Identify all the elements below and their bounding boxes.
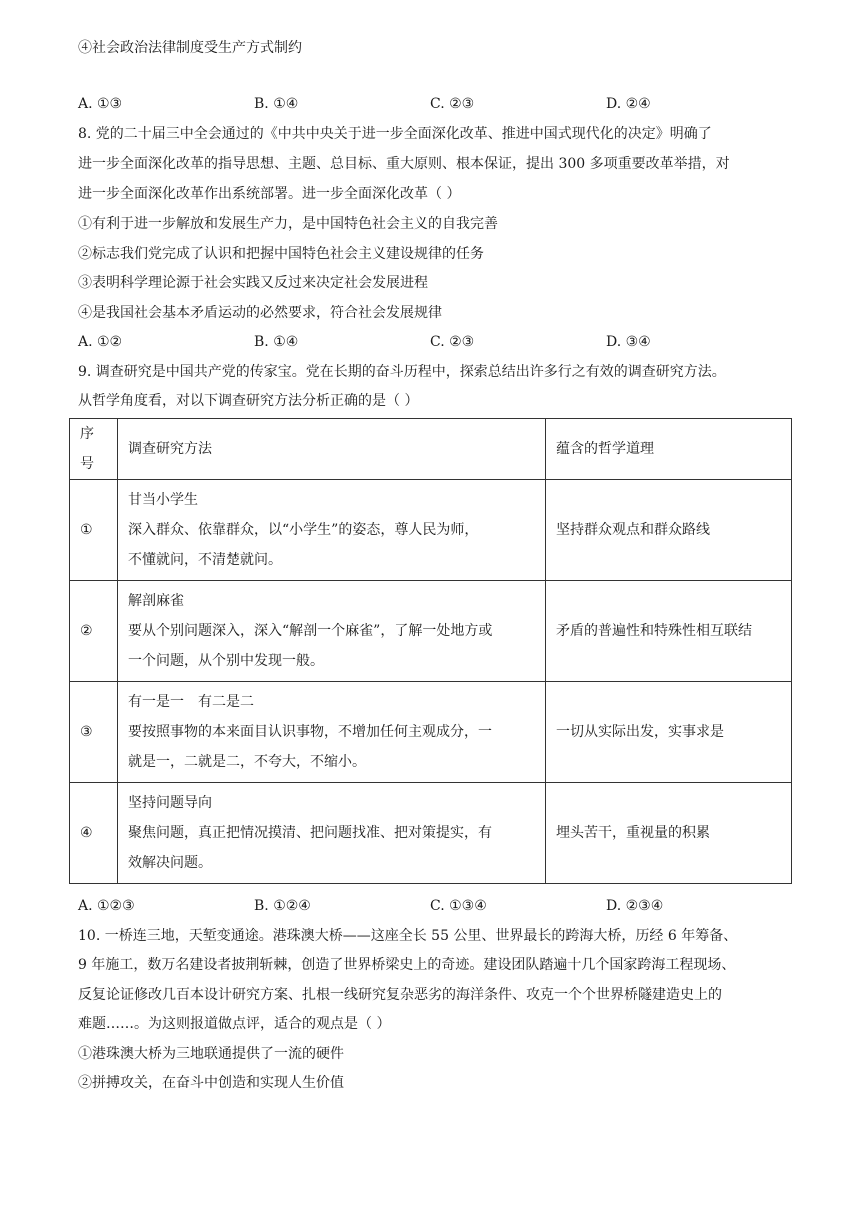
q8-statement-2: ②标志我们党完成了认识和把握中国特色社会主义建设规律的任务 — [78, 246, 484, 262]
header-method: 调查研究方法 — [118, 419, 546, 480]
q8-option-a[interactable]: A. ①② — [78, 334, 123, 350]
q10-statement-1: ①港珠澳大桥为三地联通提供了一流的硬件 — [78, 1046, 344, 1062]
q7-option-c[interactable]: C. ②③ — [430, 96, 475, 112]
q8-stem-line-1: 8. 党的二十届三中全会通过的《中共中央关于进一步全面深化改革、推进中国式现代化的决定》明确了 — [78, 126, 712, 142]
row-number: ④ — [70, 783, 118, 884]
row-principle: 一切从实际出发，实事求是 — [546, 682, 792, 783]
q9-options — [78, 896, 798, 916]
q10-statement-2: ②拼搏攻关，在奋斗中创造和实现人生价值 — [78, 1075, 344, 1091]
q7-options — [78, 94, 798, 114]
q9-option-c[interactable]: C. ①③④ — [430, 898, 487, 914]
row-number: ③ — [70, 682, 118, 783]
method-desc-line-1: 要按照事物的本来面目认识事物，不增加任何主观成分，一 — [128, 724, 492, 740]
q7-option-d[interactable]: D. ②④ — [606, 96, 651, 112]
q10-stem-line-4: 难题……。为这则报道做点评，适合的观点是（ ） — [78, 1016, 391, 1032]
q10-stem-line-2: 9 年施工，数万名建设者披荆斩棘，创造了世界桥梁史上的奇迹。建设团队踏遍十几个国家跨海工程现场、 — [78, 957, 736, 973]
q8-stem-line-2: 进一步全面深化改革的指导思想、主题、总目标、重大原则、根本保证，提出 300 多项重要改革举措，对 — [78, 156, 730, 172]
table-header-row — [70, 419, 792, 480]
table-row — [70, 682, 792, 783]
method-desc-line-2: 不懂就问，不清楚就问。 — [128, 552, 282, 568]
method-title: 甘当小学生 — [128, 492, 198, 508]
q9-stem-line-2: 从哲学角度看，对以下调查研究方法分析正确的是（ ） — [78, 393, 419, 409]
method-desc-line-2: 就是一，二就是二，不夸大，不缩小。 — [128, 754, 366, 770]
header-principle: 蕴含的哲学道理 — [546, 419, 792, 480]
method-desc-line-1: 深入群众、依靠群众，以“小学生”的姿态，尊人民为师， — [128, 522, 479, 538]
table-row — [70, 783, 792, 884]
q10-stem-line-1: 10. 一桥连三地，天堑变通途。港珠澳大桥——这座全长 55 公里、世界最长的跨海大桥，历经 6 年筹备、 — [78, 928, 738, 944]
row-principle: 埋头苦干，重视量的积累 — [546, 783, 792, 884]
q7-option-b[interactable]: B. ①④ — [254, 96, 299, 112]
header-number: 序号 — [70, 419, 118, 480]
q8-stem-line-3: 进一步全面深化改革作出系统部署。进一步全面深化改革（ ） — [78, 186, 461, 202]
row-principle: 坚持群众观点和群众路线 — [546, 480, 792, 581]
statement-7-4: ④社会政治法律制度受生产方式制约 — [78, 40, 302, 56]
row-method — [118, 581, 546, 682]
table-row — [70, 480, 792, 581]
q9-stem-line-1: 9. 调查研究是中国共产党的传家宝。党在长期的奋斗历程中，探索总结出许多行之有效的调查研究方法。 — [78, 364, 726, 380]
row-number: ① — [70, 480, 118, 581]
table-row — [70, 581, 792, 682]
q9-option-a[interactable]: A. ①②③ — [78, 898, 135, 914]
row-number: ② — [70, 581, 118, 682]
methods-table — [69, 418, 792, 884]
q8-options — [78, 332, 798, 352]
q10-stem-line-3: 反复论证修改几百本设计研究方案、扎根一线研究复杂恶劣的海洋条件、攻克一个个世界桥隧建造史上的 — [78, 987, 722, 1003]
q8-statement-1: ①有利于进一步解放和发展生产力，是中国特色社会主义的自我完善 — [78, 216, 498, 232]
method-title: 有一是一 有二是二 — [128, 694, 254, 710]
method-desc-line-2: 效解决问题。 — [128, 855, 212, 871]
method-desc-line-1: 聚焦问题，真正把情况摸清、把问题找准、把对策提实，有 — [128, 825, 492, 841]
q8-option-b[interactable]: B. ①④ — [254, 334, 299, 350]
method-title: 解剖麻雀 — [128, 593, 184, 609]
q9-option-d[interactable]: D. ②③④ — [606, 898, 664, 914]
method-desc-line-1: 要从个别问题深入，深入“解剖一个麻雀”，了解一处地方或 — [128, 623, 493, 639]
q9-option-b[interactable]: B. ①②④ — [254, 898, 311, 914]
q8-option-d[interactable]: D. ③④ — [606, 334, 651, 350]
row-method — [118, 480, 546, 581]
method-title: 坚持问题导向 — [128, 795, 212, 811]
q7-option-a[interactable]: A. ①③ — [78, 96, 123, 112]
q8-statement-3: ③表明科学理论源于社会实践又反过来决定社会发展进程 — [78, 275, 428, 291]
row-method — [118, 783, 546, 884]
row-principle: 矛盾的普遍性和特殊性相互联结 — [546, 581, 792, 682]
row-method — [118, 682, 546, 783]
q8-statement-4: ④是我国社会基本矛盾运动的必然要求，符合社会发展规律 — [78, 305, 442, 321]
q8-option-c[interactable]: C. ②③ — [430, 334, 475, 350]
method-desc-line-2: 一个问题，从个别中发现一般。 — [128, 653, 324, 669]
